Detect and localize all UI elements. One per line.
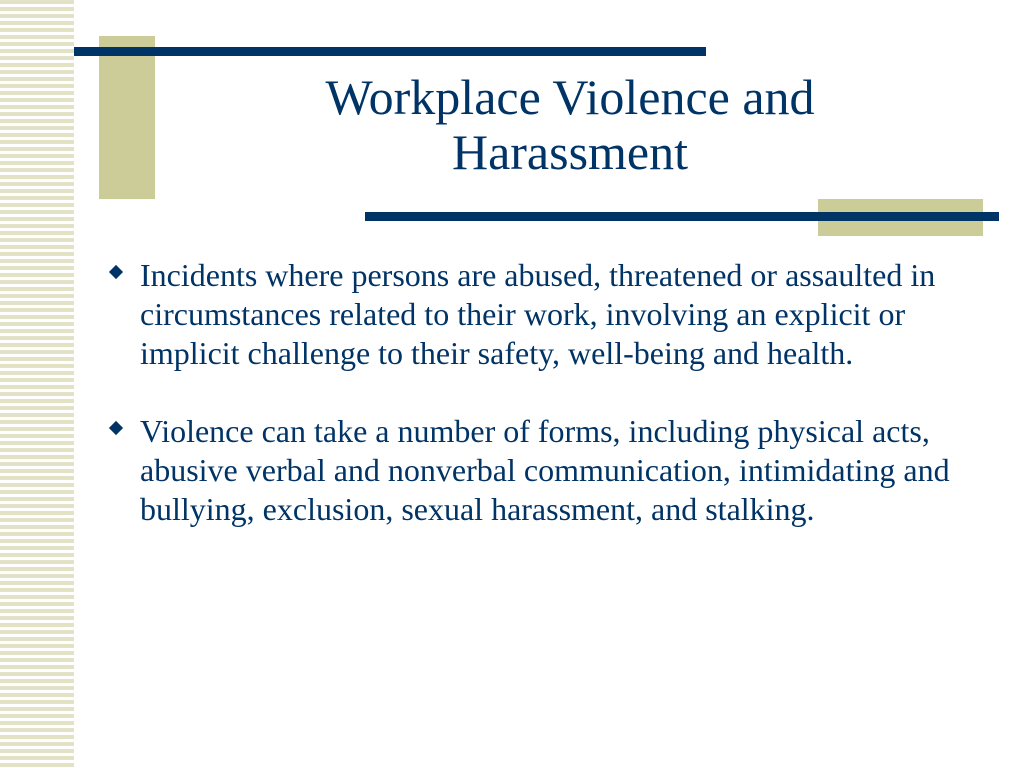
- bullet-text: Incidents where persons are abused, threatened or assaulted in circumstances related to their work, involving an explicit or implicit challenge to their safety, well-being and health.: [140, 257, 936, 371]
- bullet-item: [100, 412, 960, 529]
- bullet-text: Violence can take a number of forms, including physical acts, abusive verbal and nonverbal communication, intimidating and bullying, exclusion, sexual harassment, and stalking.: [140, 413, 950, 527]
- diamond-bullet-icon: [109, 421, 123, 435]
- decorative-stripes: [0, 0, 74, 768]
- bullet-list: [100, 256, 960, 568]
- slide-title: Workplace Violence and Harassment: [325, 69, 815, 180]
- bullet-item: [100, 256, 960, 373]
- title-rule-top: [74, 47, 706, 56]
- diamond-bullet-icon: [109, 265, 123, 279]
- accent-block-left: [99, 36, 155, 199]
- title-rule-bottom: [365, 212, 999, 221]
